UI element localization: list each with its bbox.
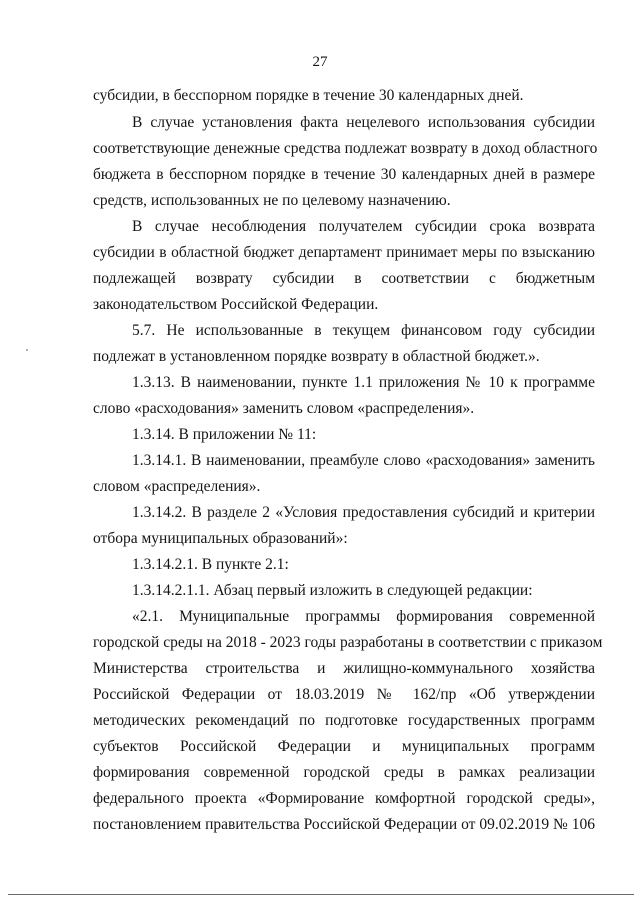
text-line: формирования современной городской среды в рамках реализации [93, 764, 595, 781]
text-line: Министерства строительства и жилищно-коммунального хозяйства [93, 660, 595, 677]
text-line: субсидии в областной бюджет департамент принимает меры по взысканию [93, 244, 595, 261]
text-line: 1.3.14.1. В наименовании, преамбуле слово «расходования» заменить [132, 452, 595, 469]
text-line: В случае несоблюдения получателем субсидии срока возврата [132, 218, 595, 235]
scan-speck [26, 349, 28, 351]
text-line: «2.1. Муниципальные программы формирования современной [132, 608, 595, 625]
page-bottom-edge [8, 894, 634, 895]
text-line: 1.3.14. В приложении № 11: [132, 426, 317, 443]
text-line: слово «расходования» заменить словом «распределения». [93, 400, 475, 417]
text-line: 1.3.14.2.1.1. Абзац первый изложить в следующей редакции: [132, 582, 533, 599]
text-line: В случае установления факта нецелевого использования субсидии [132, 114, 595, 131]
text-line: методических рекомендаций по подготовке государственных программ [93, 712, 595, 729]
text-line: 1.3.14.2.1. В пункте 2.1: [132, 556, 289, 573]
text-line: подлежащей возврату субсидии в соответствии с бюджетным [93, 270, 595, 287]
text-line: Российской Федерации от 18.03.2019 № 162/пр «Об утверждении [93, 686, 595, 703]
text-line: средств, использованных не по целевому назначению. [93, 192, 451, 209]
text-line: постановлением правительства Российской Федерации от 09.02.2019 № 106 [93, 816, 595, 833]
text-line: соответствующие денежные средства подлежат возврату в доход областного [93, 140, 598, 157]
text-line: отбора муниципальных образований»: [93, 530, 348, 547]
text-line: субсидии, в бесспорном порядке в течение 30 календарных дней. [93, 87, 524, 104]
page-number: 27 [312, 54, 328, 70]
text-line: федерального проекта «Формирование комфортной городской среды», [93, 790, 595, 807]
text-line: бюджета в бесспорном порядке в течение 30 календарных дней в размере [93, 166, 595, 183]
text-line: городской среды на 2018 - 2023 годы разработаны в соответствии с приказом [93, 634, 603, 651]
text-line: законодательством Российской Федерации. [93, 296, 379, 313]
text-line: подлежат в установленном порядке возврату в областной бюджет.». [93, 348, 540, 365]
text-line: словом «распределения». [93, 478, 261, 495]
text-line: 5.7. Не использованные в текущем финансовом году субсидии [132, 322, 595, 339]
text-line: субъектов Российской Федерации и муниципальных программ [93, 738, 595, 755]
text-line: 1.3.14.2. В разделе 2 «Условия предоставления субсидий и критерии [132, 504, 595, 521]
text-line: 1.3.13. В наименовании, пункте 1.1 приложения № 10 к программе [132, 374, 595, 391]
